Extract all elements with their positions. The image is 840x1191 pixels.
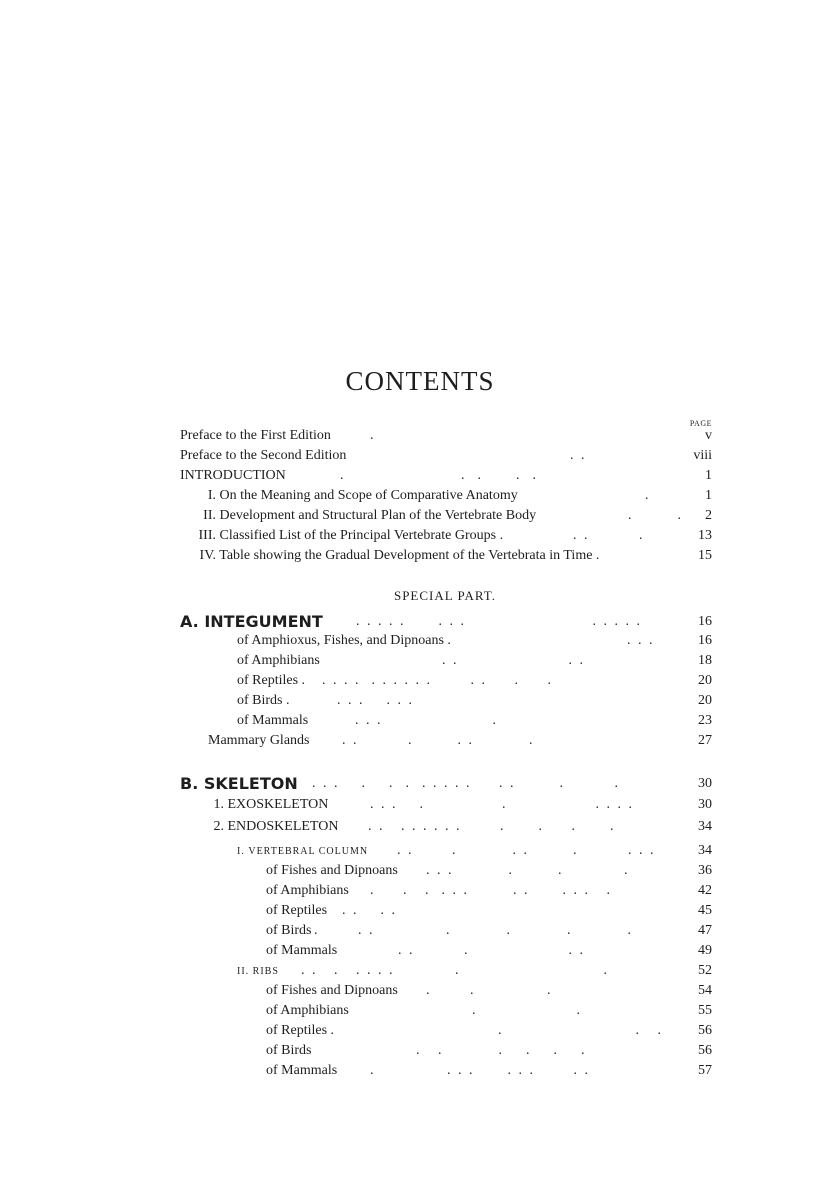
entry-label: of Reptiles . bbox=[266, 1023, 335, 1038]
entry-title: Classified List of the Principal Vertebrate Groups . bbox=[219, 528, 504, 543]
toc-entry[interactable] bbox=[208, 795, 712, 815]
entry-label bbox=[180, 546, 599, 566]
toc-entry[interactable] bbox=[237, 961, 712, 981]
toc-entry[interactable] bbox=[266, 1001, 712, 1021]
toc-entry[interactable] bbox=[180, 486, 712, 506]
leader-dots: . bbox=[645, 488, 651, 503]
leader-dots: . . . . . bbox=[340, 468, 538, 483]
toc-entry[interactable] bbox=[180, 466, 712, 486]
entry-label bbox=[180, 526, 503, 546]
toc-entry[interactable] bbox=[180, 546, 712, 566]
page-number: 34 bbox=[698, 843, 712, 858]
toc-entry[interactable] bbox=[266, 921, 712, 941]
toc-entry[interactable] bbox=[266, 981, 712, 1001]
entry-label: of Fishes and Dipnoans bbox=[266, 983, 398, 998]
entry-number: IV. bbox=[199, 548, 216, 563]
leader-dots: . . . . . . . . . . . . bbox=[368, 819, 616, 834]
leader-dots: . . . bbox=[498, 1023, 663, 1038]
leader-dots: . . . . . . . . . . . . bbox=[370, 883, 612, 898]
leader-dots: . . . . . . . . . bbox=[301, 963, 609, 978]
entry-title: VERTEBRAL COLUMN bbox=[248, 846, 369, 857]
entry-label: of Birds bbox=[266, 923, 312, 938]
page-number: 47 bbox=[698, 923, 712, 938]
toc-entry[interactable] bbox=[266, 1041, 712, 1061]
entry-number: II. bbox=[237, 966, 250, 977]
entry-title: ENDOSKELETON bbox=[227, 819, 339, 834]
leader-dots: . bbox=[370, 428, 376, 443]
page-number: 45 bbox=[698, 903, 712, 918]
entry-label: INTRODUCTION bbox=[180, 468, 286, 483]
toc-entry[interactable] bbox=[180, 506, 712, 526]
entry-title: Development and Structural Plan of the Vertebrate Body bbox=[219, 508, 537, 523]
leader-dots: . . . . . . bbox=[337, 693, 414, 708]
page-number: 34 bbox=[698, 819, 712, 834]
entry-label: of Mammals bbox=[266, 1063, 338, 1078]
leader-dots: . . . . bbox=[442, 653, 585, 668]
leader-dots: . . . . . . . . . . . . . . bbox=[322, 673, 553, 688]
leader-dots: . . . bbox=[573, 528, 645, 543]
entry-label: of Birds . bbox=[237, 693, 290, 708]
entry-label: of Reptiles . bbox=[237, 673, 306, 688]
entry-label bbox=[180, 506, 536, 526]
page-number: 23 bbox=[698, 713, 712, 728]
entry-title: On the Meaning and Scope of Comparative Anatomy bbox=[219, 488, 518, 503]
toc-entry[interactable] bbox=[237, 841, 712, 861]
page-number: 52 bbox=[698, 963, 712, 978]
entry-title: RIBS bbox=[252, 966, 279, 977]
toc-entry[interactable] bbox=[237, 651, 712, 671]
leader-dots: . . . . . . . . . bbox=[370, 1063, 590, 1078]
leader-dots: . . . . bbox=[342, 903, 397, 918]
page-number: 36 bbox=[698, 863, 712, 878]
entry-label: of Mammals bbox=[266, 943, 338, 958]
entry-title: EXOSKELETON bbox=[227, 797, 329, 812]
leader-dots: . . . bbox=[627, 633, 655, 648]
leader-dots: . . . bbox=[426, 983, 553, 998]
page-number: 55 bbox=[698, 1003, 712, 1018]
entry-number: 1. bbox=[213, 797, 224, 812]
entry-label bbox=[237, 961, 279, 982]
entry-number: 2. bbox=[213, 819, 224, 834]
page-number: 57 bbox=[698, 1063, 712, 1078]
toc-entry[interactable] bbox=[237, 631, 712, 651]
page-title: CONTENTS bbox=[345, 366, 495, 396]
entry-label: of Fishes and Dipnoans bbox=[266, 863, 398, 878]
page-number: 20 bbox=[698, 693, 712, 708]
page-number: 20 bbox=[698, 673, 712, 688]
toc-entry[interactable] bbox=[266, 1021, 712, 1041]
leader-dots: . . . . . . bbox=[426, 863, 630, 878]
leader-dots: . . . . . bbox=[398, 943, 585, 958]
toc-entry[interactable] bbox=[208, 817, 712, 837]
toc-entry[interactable] bbox=[266, 861, 712, 881]
page-number: 16 bbox=[698, 633, 712, 648]
leader-dots: . . . . bbox=[355, 713, 498, 728]
entry-label: of Amphibians bbox=[237, 653, 320, 668]
page-number: 56 bbox=[698, 1023, 712, 1038]
leader-dots: . . . . . . . bbox=[314, 923, 633, 938]
toc-entry[interactable] bbox=[180, 426, 712, 446]
toc-entry[interactable] bbox=[237, 671, 712, 691]
leader-dots: . . bbox=[628, 508, 683, 523]
leader-dots: . . . . . . bbox=[342, 733, 535, 748]
entry-label: of Mammals bbox=[237, 713, 309, 728]
page-number: 27 bbox=[698, 733, 712, 748]
entry-label bbox=[237, 841, 368, 862]
entry-label: of Amphibians bbox=[266, 1003, 349, 1018]
entry-label: of Birds bbox=[266, 1043, 312, 1058]
entry-number: II. bbox=[203, 508, 216, 523]
section-title: A. INTEGUMENT bbox=[180, 612, 323, 631]
entry-label: Mammary Glands bbox=[208, 733, 310, 748]
toc-entry[interactable] bbox=[237, 691, 712, 711]
page-number: 56 bbox=[698, 1043, 712, 1058]
special-part-heading: SPECIAL PART. bbox=[393, 588, 497, 603]
page-number: 30 bbox=[698, 776, 712, 791]
toc-entry[interactable] bbox=[180, 526, 712, 546]
entry-number: I. bbox=[207, 488, 216, 503]
leader-dots: . . . . . . bbox=[416, 1043, 587, 1058]
entry-title: Table showing the Gradual Development of the Vertebrata in Time . bbox=[219, 548, 600, 563]
page-number: 30 bbox=[698, 797, 712, 812]
entry-label bbox=[208, 795, 328, 815]
entry-label: of Amphioxus, Fishes, and Dipnoans . bbox=[237, 633, 451, 648]
leader-dots: . . bbox=[472, 1003, 582, 1018]
page-number: v bbox=[705, 428, 712, 443]
entry-label bbox=[208, 817, 338, 837]
entry-label: of Amphibians bbox=[266, 883, 349, 898]
page-number: 18 bbox=[698, 653, 712, 668]
leader-dots: . . bbox=[570, 448, 587, 463]
page-number: 16 bbox=[698, 614, 712, 629]
entry-label: of Reptiles bbox=[266, 903, 328, 918]
page-number: 13 bbox=[698, 528, 712, 543]
page-number: 15 bbox=[698, 548, 712, 563]
toc-entry[interactable] bbox=[208, 731, 712, 751]
leader-dots: . . . . . . . . . bbox=[370, 797, 634, 812]
section-heading-skeleton[interactable] bbox=[180, 773, 712, 795]
entry-label: Preface to the Second Edition bbox=[180, 448, 347, 463]
page-number: 42 bbox=[698, 883, 712, 898]
entry-label: Preface to the First Edition bbox=[180, 428, 331, 443]
toc-entry[interactable] bbox=[237, 711, 712, 731]
section-heading-integument[interactable] bbox=[180, 611, 712, 633]
entry-label bbox=[180, 486, 518, 506]
page-number: 54 bbox=[698, 983, 712, 998]
page-number: 1 bbox=[705, 488, 712, 503]
toc-entry[interactable] bbox=[266, 881, 712, 901]
leader-dots: . . . . . . . . . . . . . . . bbox=[312, 776, 620, 791]
leader-dots: . . . . . . . . . . . . . bbox=[356, 614, 642, 629]
toc-entry[interactable] bbox=[266, 941, 712, 961]
page-number: 2 bbox=[705, 508, 712, 523]
page-column-header: PAGE bbox=[689, 419, 712, 428]
page-number: 49 bbox=[698, 943, 712, 958]
entry-number: I. bbox=[237, 846, 245, 857]
toc-entry[interactable] bbox=[266, 901, 712, 921]
page-number: 1 bbox=[705, 468, 712, 483]
section-title: B. SKELETON bbox=[180, 774, 298, 793]
page-number: viii bbox=[693, 448, 712, 463]
toc-entry[interactable] bbox=[266, 1061, 712, 1081]
toc-entry[interactable] bbox=[180, 446, 712, 466]
entry-number: III. bbox=[198, 528, 216, 543]
leader-dots: . . . . . . . . . bbox=[397, 843, 656, 858]
